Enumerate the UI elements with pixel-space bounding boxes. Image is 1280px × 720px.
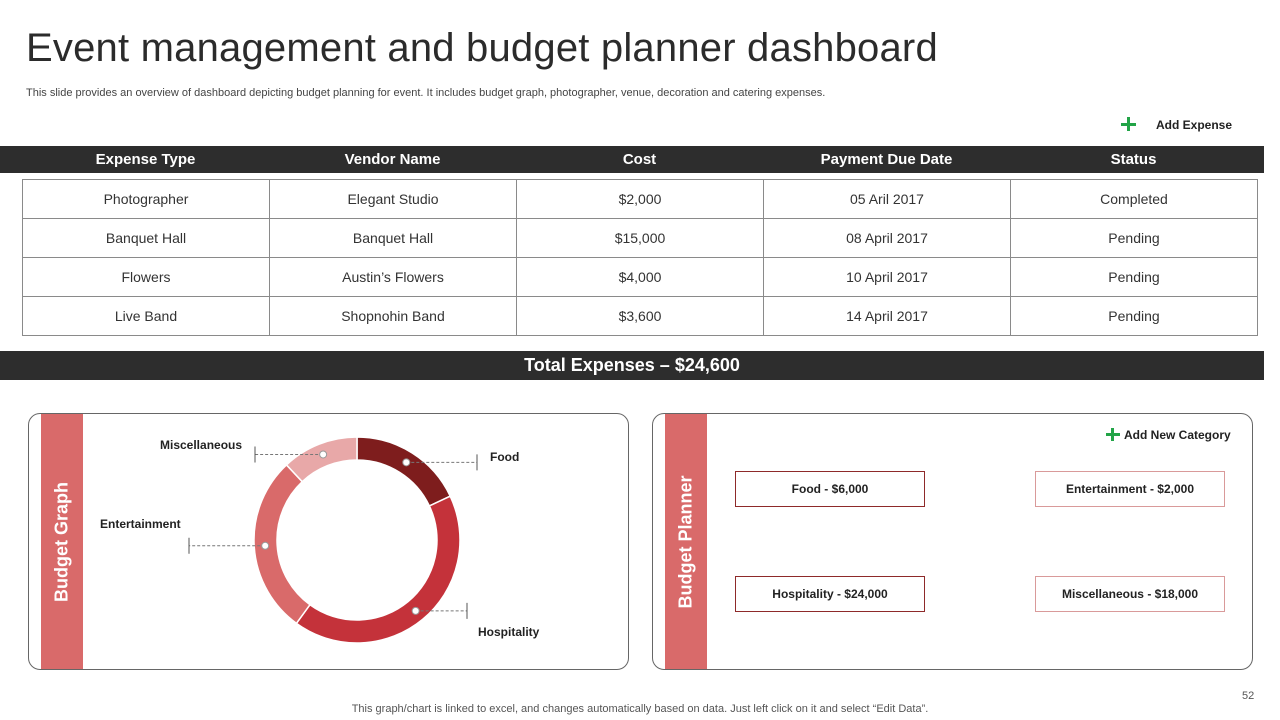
header-vendor-name: Vendor Name [344, 151, 441, 168]
table-cell: $3,600 [517, 297, 764, 336]
category-hospitality[interactable]: Hospitality - $24,000 [735, 576, 925, 612]
table-cell: Shopnohin Band [270, 297, 517, 336]
add-new-category-button[interactable] [1104, 426, 1231, 444]
table-cell: 05 Aril 2017 [764, 180, 1011, 219]
header-status: Status [1110, 151, 1157, 168]
header-payment-due-date: Payment Due Date [820, 151, 953, 168]
label-miscellaneous: Miscellaneous [160, 438, 243, 452]
label-hospitality: Hospitality [478, 625, 540, 639]
table-cell: Photographer [23, 180, 270, 219]
category-entertainment[interactable]: Entertainment - $2,000 [1035, 471, 1225, 507]
table-cell: Pending [1011, 219, 1258, 258]
budget-graph-panel [28, 413, 629, 670]
table-row [23, 180, 1258, 219]
expense-table [22, 179, 1258, 336]
plus-icon [1118, 114, 1140, 136]
budget-planner-band [665, 414, 707, 669]
table-cell: 10 April 2017 [764, 258, 1011, 297]
page-title: Event management and budget planner dashboard [26, 26, 938, 70]
budget-graph-title: Budget Graph [51, 481, 72, 602]
page-number: 52 [1242, 690, 1255, 702]
table-cell: $2,000 [517, 180, 764, 219]
budget-planner-panel [652, 413, 1253, 670]
expense-table-header [0, 146, 1264, 173]
table-row [23, 258, 1258, 297]
table-cell: Flowers [23, 258, 270, 297]
add-category-label: Add New Category [1124, 428, 1231, 442]
total-expenses-bar: Total Expenses – $24,600 [0, 351, 1264, 380]
table-cell: Austin’s Flowers [270, 258, 517, 297]
table-row [23, 219, 1258, 258]
budget-planner-title: Budget Planner [675, 474, 696, 609]
label-food: Food [490, 450, 520, 464]
plus-icon [1104, 426, 1122, 444]
donut-slice-miscellaneous[interactable] [286, 437, 357, 482]
category-miscellaneous[interactable]: Miscellaneous - $18,000 [1035, 576, 1225, 612]
add-expense-button[interactable] [1118, 114, 1232, 136]
donut-slice-food[interactable] [357, 437, 450, 506]
header-expense-type: Expense Type [95, 151, 196, 168]
table-cell: Pending [1011, 258, 1258, 297]
table-cell: 08 April 2017 [764, 219, 1011, 258]
header-cost: Cost [622, 151, 657, 168]
add-expense-label: Add Expense [1156, 118, 1233, 132]
table-cell: Completed [1011, 180, 1258, 219]
page-subtitle: This slide provides an overview of dashboard depicting budget planning for event. It includes budget graph, photographer, venue, decoration and catering expenses. [26, 87, 826, 99]
table-cell: Banquet Hall [23, 219, 270, 258]
label-entertainment: Entertainment [100, 517, 181, 531]
footnote: This graph/chart is linked to excel, and changes automatically based on data. Just left click on it and select “Edit Data”. [351, 703, 929, 715]
donut-slice-hospitality[interactable] [296, 496, 460, 643]
table-cell: 14 April 2017 [764, 297, 1011, 336]
table-cell: Pending [1011, 297, 1258, 336]
table-cell: Banquet Hall [270, 219, 517, 258]
table-cell: $15,000 [517, 219, 764, 258]
category-food[interactable]: Food - $6,000 [735, 471, 925, 507]
table-cell: $4,000 [517, 258, 764, 297]
table-cell: Elegant Studio [270, 180, 517, 219]
table-row [23, 297, 1258, 336]
table-cell: Live Band [23, 297, 270, 336]
